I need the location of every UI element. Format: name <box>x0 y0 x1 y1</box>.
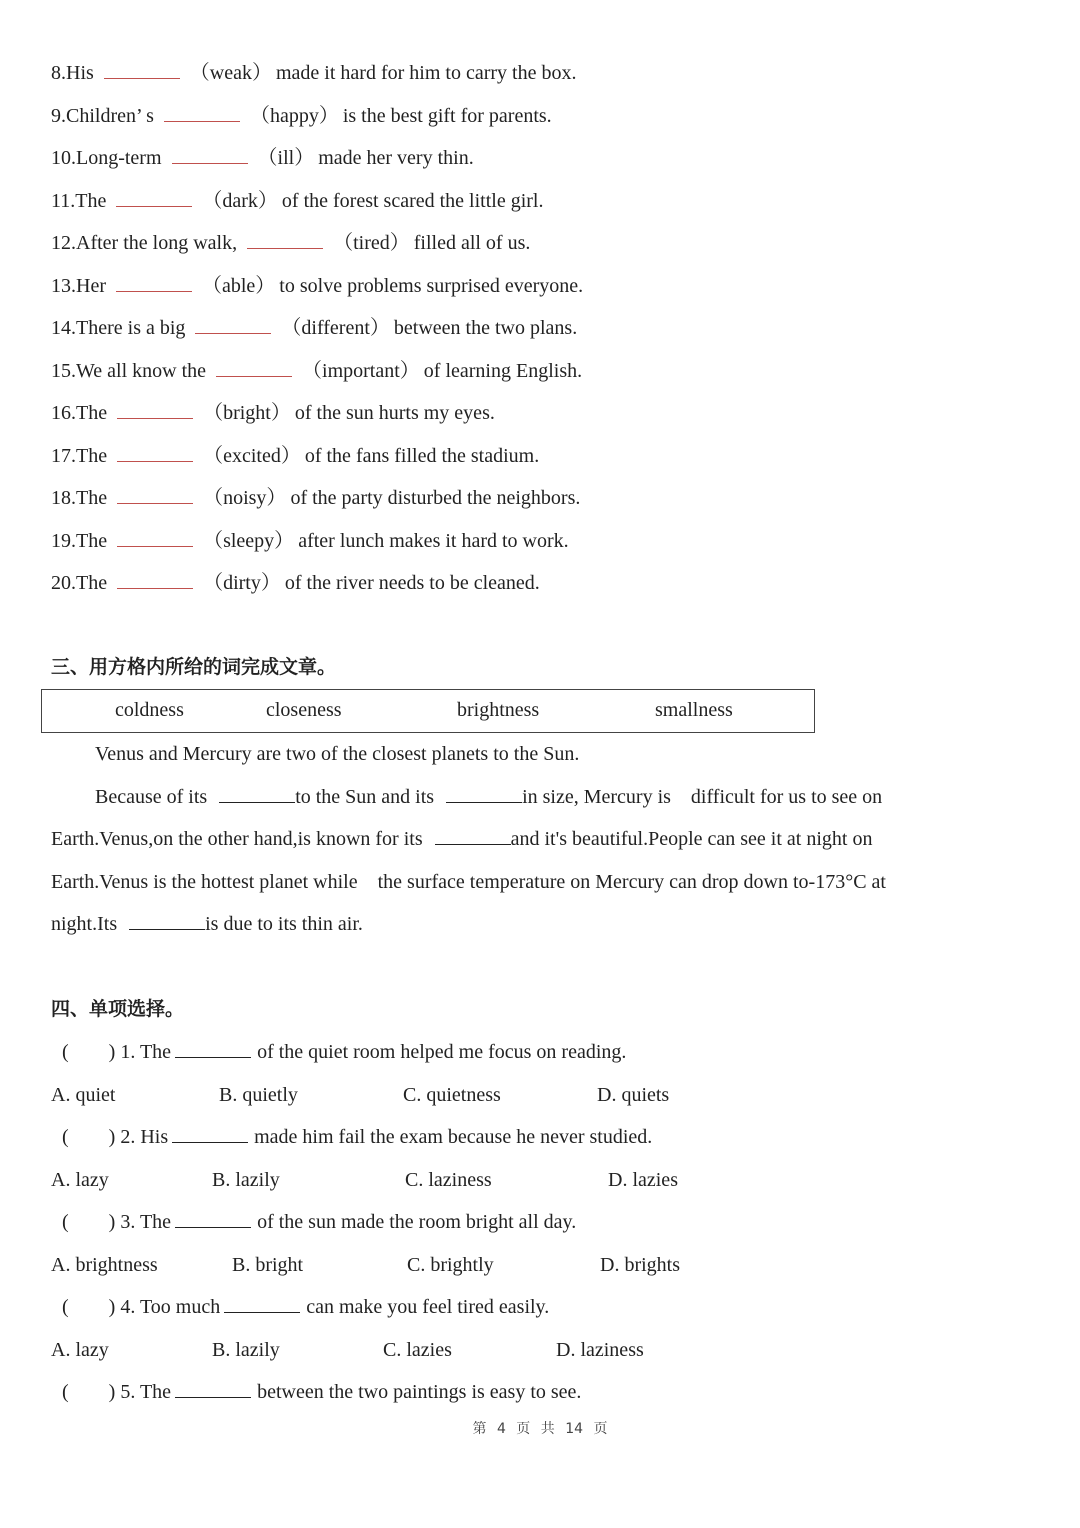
word-box-item: smallness <box>655 699 733 721</box>
answer-blank[interactable] <box>247 230 323 249</box>
option[interactable]: D. brights <box>600 1254 680 1276</box>
answer-blank[interactable] <box>104 60 180 79</box>
passage-line: Venus and Mercury are two of the closest planets to the Sun. <box>95 743 580 765</box>
word-box-item: coldness <box>115 699 184 721</box>
question: ( ) 4. Too much can make you feel tired easily. <box>62 1296 550 1318</box>
answer-blank[interactable] <box>195 315 271 334</box>
page-footer: 第 4 页 共 14 页 <box>472 1421 608 1437</box>
answer-blank[interactable] <box>164 103 240 122</box>
section-3-title: 三、用方格内所给的词完成文章。 <box>51 656 337 678</box>
answer-blank[interactable] <box>175 1039 251 1058</box>
exercise-item: 9.Children’ s （happy） is the best gift for parents. <box>51 104 552 127</box>
answer-blank[interactable] <box>116 188 192 207</box>
word-box <box>41 689 815 733</box>
question: ( ) 1. The of the quiet room helped me focus on reading. <box>62 1041 627 1063</box>
answer-blank[interactable] <box>175 1379 251 1398</box>
blank[interactable] <box>219 784 295 803</box>
exercise-item: 13.Her （able） to solve problems surprised everyone. <box>51 274 584 297</box>
passage-line: Earth.Venus,on the other hand,is known for its and it's beautiful.People can see it at night on <box>51 828 873 850</box>
option[interactable]: A. lazy <box>51 1169 109 1191</box>
option[interactable]: C. brightly <box>407 1254 494 1276</box>
answer-blank[interactable] <box>117 528 193 547</box>
answer-blank[interactable] <box>116 273 192 292</box>
word-box-item: closeness <box>266 699 342 721</box>
question: ( ) 5. The between the two paintings is easy to see. <box>62 1381 582 1403</box>
blank[interactable] <box>435 826 511 845</box>
answer-blank[interactable] <box>117 570 193 589</box>
answer-blank[interactable] <box>224 1294 300 1313</box>
blank[interactable] <box>129 911 205 930</box>
exercise-item: 16.The （bright） of the sun hurts my eyes. <box>51 402 495 424</box>
option[interactable]: D. lazies <box>608 1169 678 1191</box>
section-4-title: 四、单项选择。 <box>51 998 185 1020</box>
exercise-item: 8.His （weak） made it hard for him to carry the box. <box>51 62 577 84</box>
option[interactable]: B. lazily <box>212 1339 280 1361</box>
answer-blank[interactable] <box>117 485 193 504</box>
question: ( ) 2. His made him fail the exam because he never studied. <box>62 1126 653 1148</box>
answer-blank[interactable] <box>172 145 248 164</box>
option[interactable]: C. lazies <box>383 1339 452 1361</box>
option[interactable]: A. lazy <box>51 1339 109 1361</box>
exercise-item: 20.The （dirty） of the river needs to be cleaned. <box>51 572 540 594</box>
exercise-item: 18.The （noisy） of the party disturbed the neighbors. <box>51 487 581 509</box>
exercise-item: 11.The （dark） of the forest scared the little girl. <box>51 189 544 212</box>
answer-blank[interactable] <box>216 358 292 377</box>
option[interactable]: B. bright <box>232 1254 304 1276</box>
answer-blank[interactable] <box>117 400 193 419</box>
answer-blank[interactable] <box>172 1124 248 1143</box>
option[interactable]: B. quietly <box>219 1084 298 1106</box>
exercise-item: 17.The （excited） of the fans filled the stadium. <box>51 444 540 467</box>
exercise-item: 12.After the long walk, （tired） filled all of us. <box>51 232 531 254</box>
option[interactable]: C. laziness <box>405 1169 492 1191</box>
exercise-item: 15.We all know the （important） of learning English. <box>51 359 583 382</box>
passage-line: Earth.Venus is the hottest planet while the surface temperature on Mercury can drop down to-173°C at <box>51 871 886 893</box>
answer-blank[interactable] <box>117 443 193 462</box>
option[interactable]: D. laziness <box>556 1339 644 1361</box>
word-box-item: brightness <box>457 699 540 721</box>
option[interactable]: D. quiets <box>597 1084 670 1106</box>
question: ( ) 3. The of the sun made the room bright all day. <box>62 1211 577 1233</box>
option[interactable]: A. brightness <box>51 1254 158 1276</box>
blank[interactable] <box>446 784 522 803</box>
passage-line: night.Its is due to its thin air. <box>51 913 363 935</box>
answer-blank[interactable] <box>175 1209 251 1228</box>
exercise-item: 19.The （sleepy） after lunch makes it hard to work. <box>51 529 569 552</box>
passage-line: Because of its to the Sun and its in size, Mercury is difficult for us to see on <box>95 786 883 808</box>
exercise-item: 14.There is a big （different） between the two plans. <box>51 317 578 339</box>
option[interactable]: A. quiet <box>51 1084 116 1106</box>
exercise-item: 10.Long-term （ill） made her very thin. <box>51 147 474 169</box>
option[interactable]: B. lazily <box>212 1169 280 1191</box>
option[interactable]: C. quietness <box>403 1084 501 1106</box>
